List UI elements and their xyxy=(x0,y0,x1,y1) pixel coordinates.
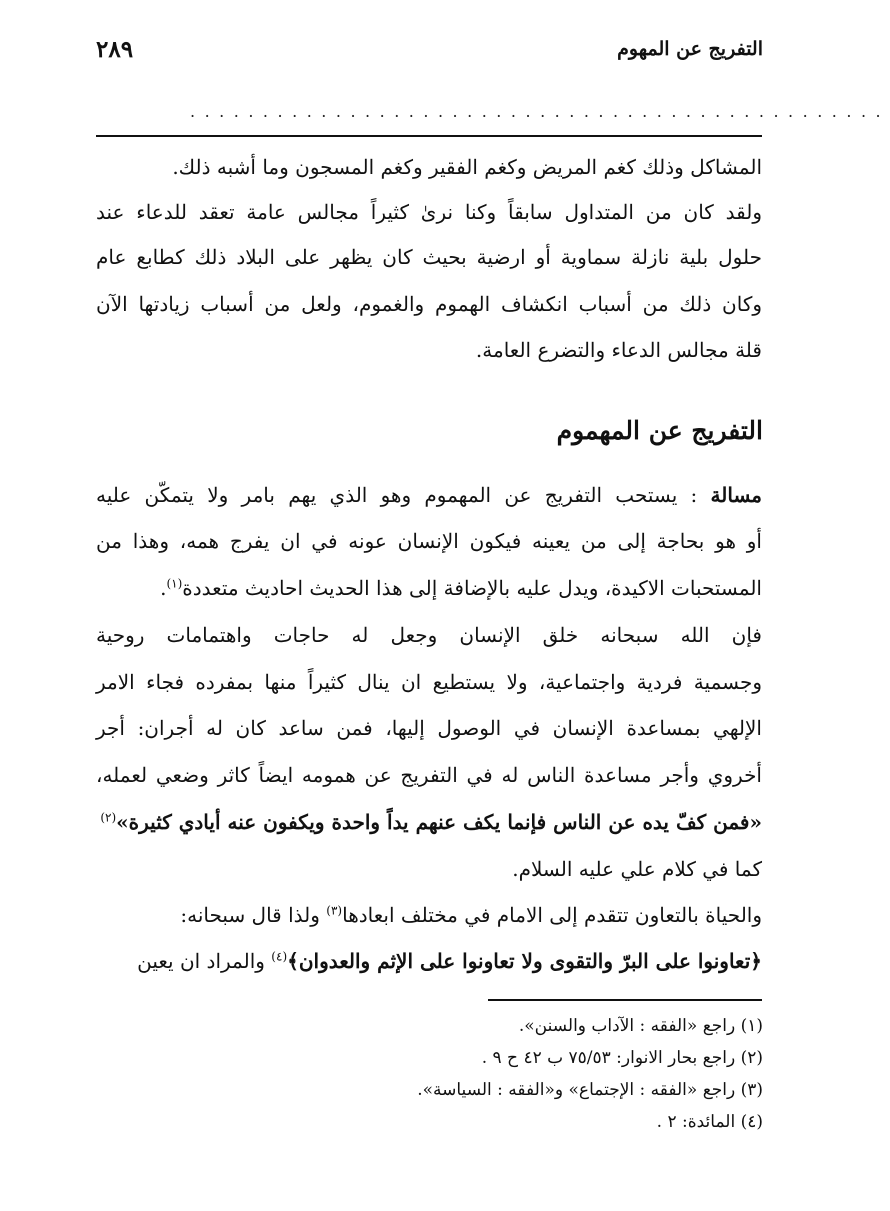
footnote: (١) راجع «الفقه : الآداب والسنن». xyxy=(518,1016,763,1036)
footnote-ref: (٤) xyxy=(271,949,288,964)
footnote: (٤) المائدة: ٢ . xyxy=(656,1112,763,1132)
running-head-title: التفريج عن المهوم xyxy=(617,38,763,60)
masala-line: أو هو بحاجة إلى من يعينه فيكون الإنسان عونه في ان يفرج همه، وهذا من xyxy=(96,529,762,553)
para2-line: أخروي وأجر مساعدة الناس له في التفريج عن همومه ايضاً كاثر وضعي لعمله، xyxy=(96,763,762,787)
footnote: (٢) راجع بحار الانوار: ٧٥/٥٣ ب ٤٢ ح ٩ . xyxy=(481,1048,763,1068)
para3-text: والحياة بالتعاون تتقدم إلى الامام في مختلف ابعادها xyxy=(342,903,762,927)
footnote-ref: (١) xyxy=(166,576,183,591)
intro-line: حلول بلية نازلة سماوية أو ارضية بحيث كان يظهر على البلاد ذلك كطابع عام xyxy=(96,245,762,269)
masala-text: المستحبات الاكيدة، ويدل عليه بالإضافة إلى هذا الحديث احاديث متعددة xyxy=(182,576,762,600)
para2-line: وجسمية فردية واجتماعية، ولا يستطيع ان ينال كثيراً منها بمفرده فجاء الامر xyxy=(96,670,762,694)
section-heading: التفريج عن المهموم xyxy=(556,416,763,445)
para2-line: فإن الله سبحانه خلق الإنسان وجعل له حاجات واهتمامات روحية xyxy=(96,623,762,647)
footnote: (٣) راجع «الفقه : الإجتماع» و«الفقه : السياسة». xyxy=(417,1080,763,1100)
page-number: ٢٨٩ xyxy=(96,36,134,63)
intro-line: المشاكل وذلك كغم المريض وكغم الفقير وكغم المسجون وما أشبه ذلك. xyxy=(172,155,762,179)
quote-text: «فمن كفّ يده عن الناس فإنما يكف عنهم يداً واحدة ويكفون عنه أيادي كثيرة» xyxy=(116,810,762,834)
footnote-rule xyxy=(488,999,762,1001)
para2-line: الإلهي بمساعدة الإنسان في الوصول إليها، فمن ساعد كان له أجران: أجر xyxy=(96,716,762,740)
masala-line xyxy=(96,478,762,512)
masala-label: مسالة xyxy=(710,483,762,507)
para2-line: كما في كلام علي عليه السلام. xyxy=(512,857,762,881)
header-rule xyxy=(96,135,762,137)
para2-line xyxy=(96,805,762,839)
intro-line: قلة مجالس الدعاء والتضرع العامة. xyxy=(475,338,762,362)
para3-text: والمراد ان يعين xyxy=(137,949,272,973)
footnote-ref: (٢) xyxy=(100,810,117,825)
intro-line: ولقد كان من المتداول سابقاً وكنا نرىٰ كثيراً مجالس عامة تعقد للدعاء عند xyxy=(96,200,762,224)
header-dotted-ornament: ................................................ xyxy=(190,102,890,121)
masala-text: . xyxy=(160,576,167,600)
intro-line: وكان ذلك من أسباب انكشاف الهموم والغموم، ولعل من أسباب زيادتها الآن xyxy=(96,292,762,316)
footnote-ref: (٣) xyxy=(326,903,343,918)
para3-line xyxy=(96,944,762,978)
masala-line xyxy=(96,571,762,605)
para3-text: ولذا قال سبحانه: xyxy=(180,903,327,927)
para3-line xyxy=(96,898,762,932)
quran-verse: ﴿تعاونوا على البرّ والتقوى ولا تعاونوا على الإثم والعدوان﴾ xyxy=(287,949,762,973)
masala-text: : يستحب التفريج عن المهموم وهو الذي يهم بامر ولا يتمكّن عليه xyxy=(96,483,698,507)
